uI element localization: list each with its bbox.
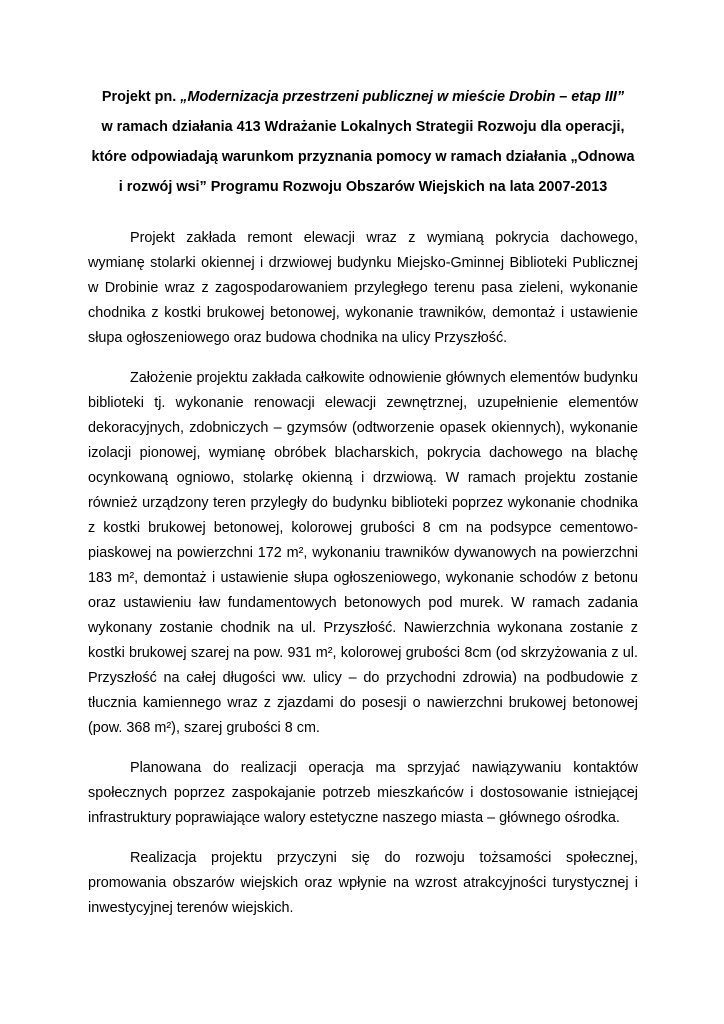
heading-line-1: [88, 82, 638, 112]
heading-prefix: Projekt pn.: [101, 89, 181, 105]
paragraph-social-identity: Realizacja projektu przyczyni się do rozwoju tożsamości społecznej, promowania obszarów wiejskich oraz wpłynie na wzrost atrakcyjności turystycznej i inwestycyjnej terenów wiejskich.: [88, 850, 638, 916]
project-name: „Modernizacja przestrzeni publicznej w mieście Drobin – etap III”: [180, 89, 625, 105]
document-heading: [88, 82, 638, 202]
heading-line-2: w ramach działania 413 Wdrażanie Lokalnych Strategii Rozwoju dla operacji,: [101, 119, 625, 135]
heading-line-4: i rozwój wsi” Programu Rozwoju Obszarów Wiejskich na lata 2007-2013: [118, 179, 608, 195]
paragraph-social-contacts: Planowana do realizacji operacja ma sprzyjać nawiązywaniu kontaktów społecznych poprzez zaspokajanie potrzeb mieszkańców i dostosowanie istniejącej infrastruktury poprawiające walory estetyczne naszego miasta – głównego ośrodka.: [88, 760, 638, 826]
heading-line-3: które odpowiadają warunkom przyznania pomocy w ramach działania „Odnowa: [91, 149, 635, 165]
document-page: [88, 82, 638, 936]
paragraph-project-scope: Projekt zakłada remont elewacji wraz z wymianą pokrycia dachowego, wymianę stolarki okiennej i drzwiowej budynku Miejsko-Gminnej Biblioteki Publicznej w Drobinie wraz z zagospodarowaniem przyległego terenu pasa zieleni, wykonanie chodnika z kostki brukowej betonowej, wykonanie trawników, demontaż i ustawienie słupa ogłoszeniowego oraz budowa chodnika na ulicy Przyszłość.: [88, 230, 638, 346]
paragraph-project-assumptions: Założenie projektu zakłada całkowite odnowienie głównych elementów budynku biblioteki tj. wykonanie renowacji elewacji zewnętrznej, uzupełnienie elementów dekoracyjnych, zdobniczych – gzymsów (odtworzenie opasek okiennych), wykonanie izolacji pionowej, wymianę obróbek blacharskich, pokrycia dachowego na blachę ocynkowaną ogniowo, stolarkę okienną i drzwiową. W ramach projektu zostanie również urządzony teren przyległy do budynku biblioteki poprzez wykonanie chodnika z kostki brukowej betonowej, kolorowej grubości 8 cm na podsypce cementowo-piaskowej na powierzchni 172 m², wykonaniu trawników dywanowych na powierzchni 183 m², demontaż i ustawienie słupa ogłoszeniowego, wykonanie schodów z betonu oraz ustawieniu ław fundamentowych betonowych pod murek. W ramach zadania wykonany zostanie chodnik na ul. Przyszłość. Nawierzchnia wykonana zostanie z kostki brukowej szarej na pow. 931 m², kolorowej grubości 8cm (od skrzyżowania z ul. Przyszłość na całej długości ww. ulicy – do przychodni zdrowia) na podbudowie z tłucznia kamiennego wraz z zjazdami do posesji o nawierzchni brukowej betonowej (pow. 368 m²), szarej grubości 8 cm.: [88, 370, 638, 736]
